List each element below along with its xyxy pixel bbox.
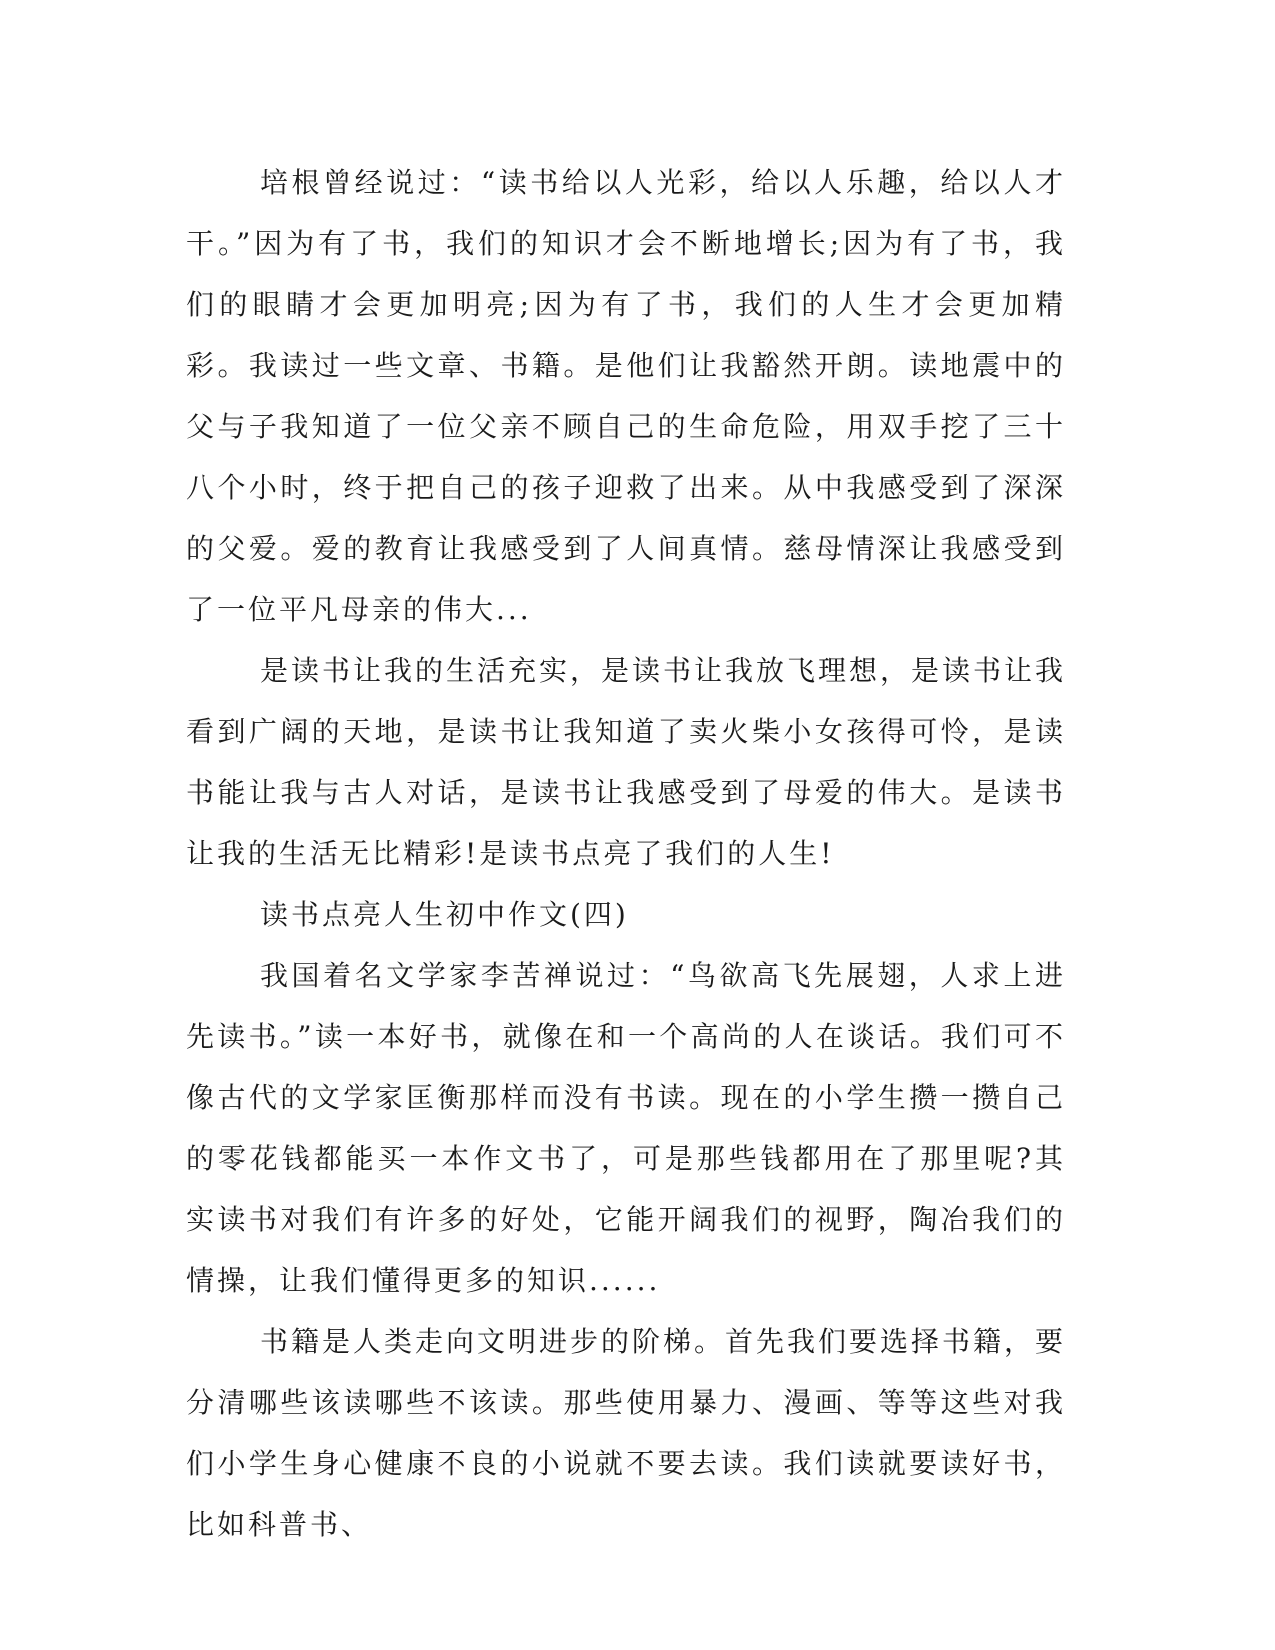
paragraph-good-books: 我国着名文学家李苦禅说过：“鸟欲高飞先展翅，人求上进先读书。”读一本好书，就像在和一个高尚的人在谈话。我们可不像古代的文学家匡衡那样而没有书读。现在的小学生攒一攒自己的零花钱都能买一本作文书了，可是那些钱都用在了那里呢?其实读书对我们有许多的好处，它能开阔我们的视野，陶冶我们的情操，让我们懂得更多的知识...... bbox=[186, 959, 1066, 1297]
document-body bbox=[186, 152, 1066, 1555]
paragraph-reading-life: 是读书让我的生活充实，是读书让我放飞理想，是读书让我看到广阔的天地，是读书让我知道了卖火柴小女孩得可怜，是读书能让我与古人对话，是读书让我感受到了母爱的伟大。是读书让我的生活无比精彩!是读书点亮了我们的人生! bbox=[186, 654, 1067, 870]
paragraph-reading-benefits: 培根曾经说过：“读书给以人光彩，给以人乐趣，给以人才干。”因为有了书，我们的知识才会不断地增长;因为有了书，我们的眼睛才会更加明亮;因为有了书，我们的人生才会更加精彩。我读过一些文章、书籍。是他们让我豁然开朗。读地震中的父与子我知道了一位父亲不顾自己的生命危险，用双手挖了三十八个小时，终于把自己的孩子迎救了出来。从中我感受到了深深的父爱。爱的教育让我感受到了人间真情。慈母情深让我感受到了一位平凡母亲的伟大... bbox=[186, 166, 1066, 626]
section-heading: 读书点亮人生初中作文(四) bbox=[260, 898, 629, 931]
paragraph-choose-books: 书籍是人类走向文明进步的阶梯。首先我们要选择书籍，要分清哪些该读哪些不该读。那些使用暴力、漫画、等等这些对我们小学生身心健康不良的小说就不要去读。我们读就要读好书，比如科普书、 bbox=[186, 1325, 1067, 1541]
